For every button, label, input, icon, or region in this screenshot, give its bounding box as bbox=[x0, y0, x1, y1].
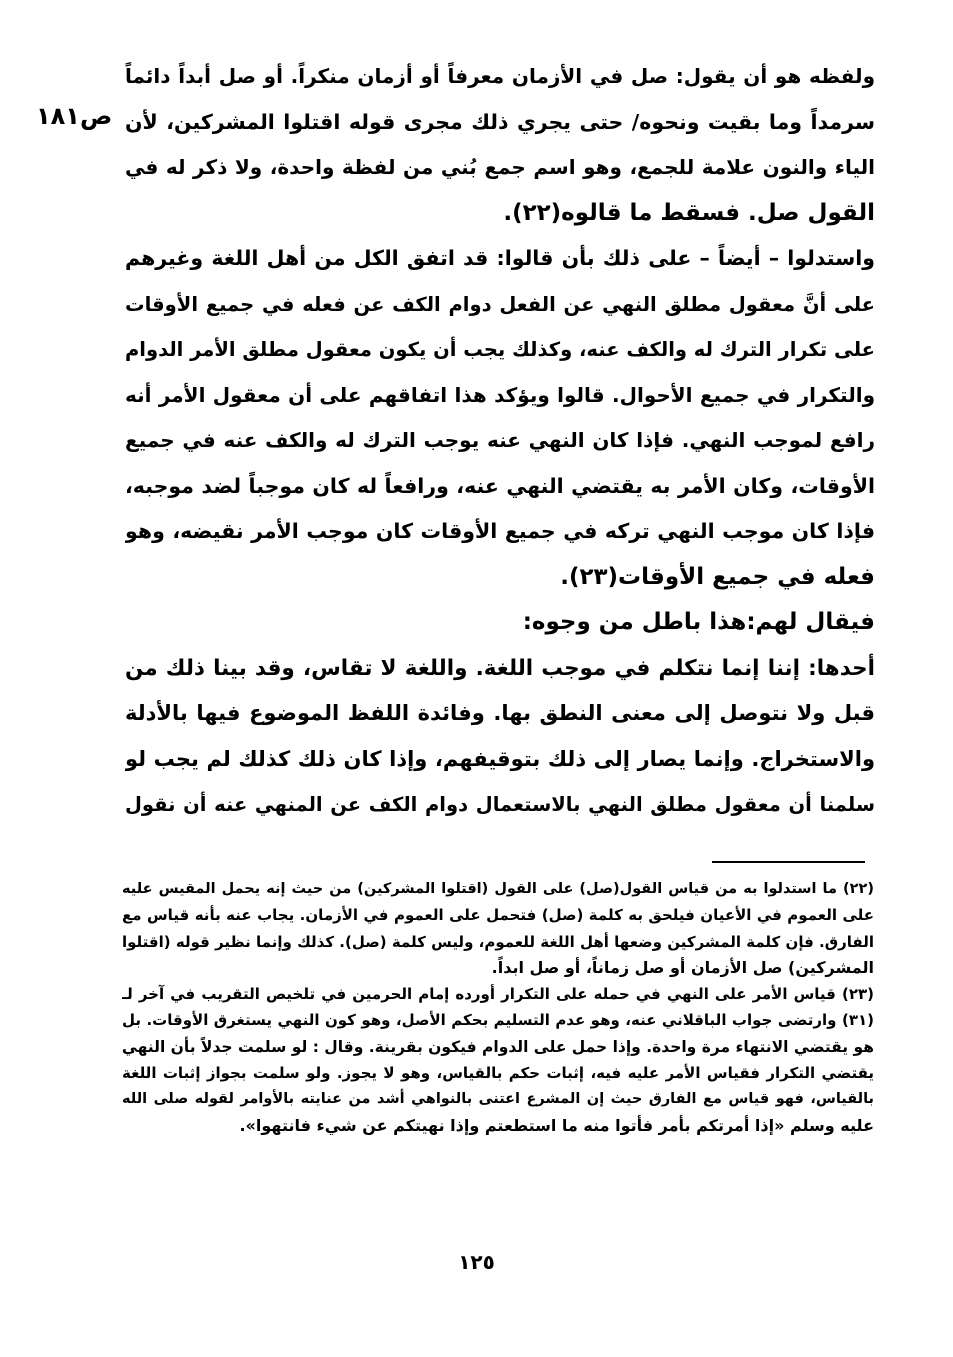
text-line: على تكرار الترك له والكف عنه، وكذلك يجب أن يكون معقول مطلق الأمر الدوام bbox=[125, 338, 875, 361]
footnote-line: بالقياس، فهو قياس مع الفارق حيث إن المشرع اعتنى بالنواهي أشد من عنايته بالأوامر لقوله صلى الله bbox=[122, 1091, 874, 1108]
page-number: ١٢٥ bbox=[458, 1250, 495, 1274]
footnote-line: (٢٣) قياس الأمر على النهي في حمله على التكرار أورده إمام الحرمين في تلخيص التقريب في آخر لـ bbox=[122, 985, 874, 1004]
footnote-separator bbox=[712, 861, 865, 863]
text-line: سرمداً وما بقيت ونحوه/ حتى يجري ذلك مجرى قوله اقتلوا المشركين، لأن bbox=[125, 109, 875, 134]
footnote-line: يقتضي التكرار فقياس الأمر عليه فيه، إثبات حكم بالقياس، وهو لا يجوز. ولو سلمت بجواز إثبات اللغة bbox=[122, 1064, 874, 1083]
text-line: على أنَّ معقول مطلق النهي عن الفعل دوام الكف عن فعله في جميع الأوقات bbox=[125, 292, 875, 316]
text-line: الأوقات، وكان الأمر به يقتضي النهي عنه، ورافعاً له كان موجباً لضد موجبه، bbox=[125, 473, 875, 498]
text-line: ولفظه هو أن يقول: صل في الأزمان معرفاً أو أزمان منكراً. أو صل أبداً دائماً bbox=[125, 64, 875, 88]
text-line: فعله في جميع الأوقات(٢٣). bbox=[560, 563, 875, 590]
text-line: الياء والنون علامة للجمع، وهو اسم جمع بُني من لفظة واحدة، ولا ذكر له في bbox=[125, 155, 875, 179]
text-line: قبل ولا نتوصل إلى معنى النطق بها. وفائدة اللفظ الموضوع فيها بالأدلة bbox=[125, 701, 875, 725]
text-line: والاستخراج. وإنما يصار إلى ذلك بتوقيفهم، وإذا كان ذلك كذلك لم يجب لو bbox=[125, 746, 875, 771]
footnote-line: هو يقتضي الانتهاء مرة واحدة. وإذا حمل على الدوام فيكون بقرينة. وقال : لو سلمت جدلاً بأن النهي bbox=[122, 1037, 874, 1056]
text-line: فإذا كان موجب النهي تركه في جميع الأوقات كان موجب الأمر نقيضه، وهو bbox=[125, 519, 875, 543]
footnote-line: الفارق. فإن كلمة المشركين وضعها أهل اللغة للعموم، وليس كلمة (صل). كذلك وإنما نظير قوله (اقتلوا bbox=[122, 932, 874, 951]
text-line: رافع لموجب النهي. فإذا كان النهي عنه يوجب الترك له والكف عنه في جميع bbox=[125, 428, 875, 452]
text-line: سلمنا أن معقول مطلق النهي بالاستعمال دوام الكف عن المنهي عنه أن نقول bbox=[125, 793, 875, 816]
text-line: القول صل. فسقط ما قالوه(٢٢). bbox=[503, 199, 875, 226]
footnotes bbox=[122, 876, 874, 1139]
margin-page-reference: ص١٨١ bbox=[36, 102, 113, 130]
footnote-line: عليه وسلم «إذا أمرتكم بأمر فأتوا منه ما استطعتم وإذا نهيتكم عن شيء فانتهوا». bbox=[239, 1115, 874, 1135]
text-line: والتكرار في جميع الأحوال. قالوا ويؤكد هذا اتفاقهم على أن معقول الأمر أنه bbox=[125, 382, 875, 407]
text-line: فيقال لهم:هذا باطل من وجوه: bbox=[522, 609, 875, 635]
footnote-line: على العموم في الأعيان فيلحق به كلمة (صل) فتحمل على العموم في الأزمان. يجاب عنه بأنه قياس مع bbox=[122, 906, 874, 925]
text-line: أحدها: إننا إنما نتكلم في موجب اللغة. واللغة لا تقاس، وقد بينا ذلك من bbox=[125, 655, 875, 681]
footnote-line: (٣١) وارتضى جواب الباقلاني عنه، وهو عدم التسليم بحكم الأصل، وهو كون النهي يستغرق الأوقات. بل bbox=[122, 1011, 874, 1030]
footnote-line: (٢٢) ما استدلوا به من قياس القول(صل) على القول (اقتلوا المشركين) من حيث إنه يحمل المقيس عليه bbox=[122, 881, 874, 897]
footnote-line: المشركين) صل الأزمان أو صل زماناً، أو صل ابداً. bbox=[491, 957, 874, 977]
main-text bbox=[125, 54, 875, 828]
text-line: واستدلوا – أيضاً – على ذلك بأن قالوا: قد اتفق الكل من أهل اللغة وغيرهم bbox=[125, 246, 875, 270]
